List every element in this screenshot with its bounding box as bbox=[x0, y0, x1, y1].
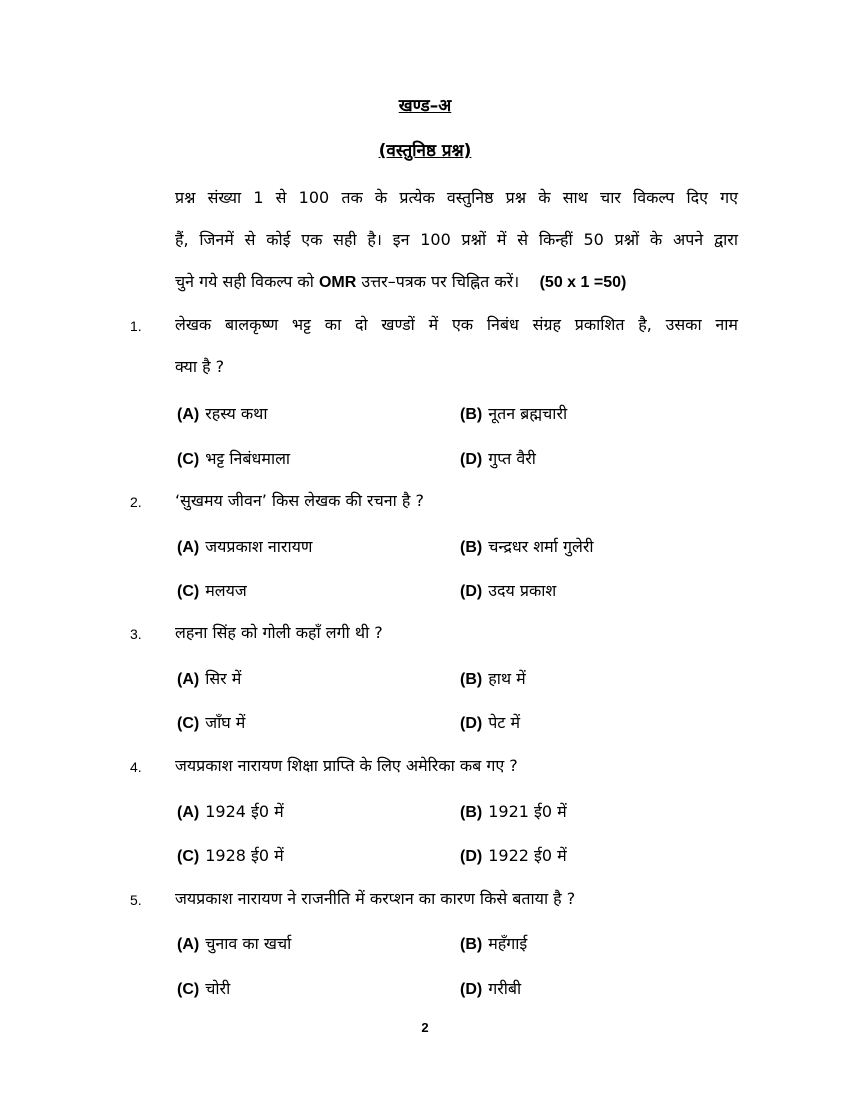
option-b[interactable] bbox=[460, 932, 527, 954]
marks-text: (50 x 1 =50) bbox=[539, 274, 627, 291]
option-label: (D) bbox=[460, 715, 483, 732]
option-text: 1924 ई0 में bbox=[205, 802, 284, 821]
option-label: (D) bbox=[460, 981, 483, 998]
question-text-line-2: क्या है ? bbox=[175, 357, 225, 376]
question-text bbox=[175, 480, 738, 522]
option-text: पेट में bbox=[488, 713, 521, 732]
option-label: (C) bbox=[177, 848, 200, 865]
question-number: 4. bbox=[130, 759, 142, 775]
question-number: 3. bbox=[130, 626, 142, 642]
question-number: 1. bbox=[130, 318, 142, 334]
option-label: (B) bbox=[460, 671, 483, 688]
option-label: (A) bbox=[177, 406, 200, 423]
option-b[interactable] bbox=[460, 535, 594, 557]
option-label: (C) bbox=[177, 451, 200, 468]
option-label: (C) bbox=[177, 981, 200, 998]
option-text: 1921 ई0 में bbox=[488, 802, 567, 821]
instructions-line-3-pre: चुने गये सही विकल्प को bbox=[175, 272, 314, 291]
option-a[interactable] bbox=[177, 535, 312, 557]
option-text: चुनाव का खर्चा bbox=[205, 934, 292, 953]
option-c[interactable] bbox=[177, 711, 245, 733]
option-text: गरीबी bbox=[488, 979, 522, 998]
option-label: (C) bbox=[177, 583, 200, 600]
instructions-line-3 bbox=[175, 261, 738, 303]
question-text-line-1: जयप्रकाश नारायण शिक्षा प्राप्ति के लिए अमेरिका कब गए ? bbox=[175, 756, 518, 775]
question-text bbox=[175, 878, 738, 920]
question-number: 5. bbox=[130, 892, 142, 908]
question-text-line-1: जयप्रकाश नारायण ने राजनीति में करप्शन का कारण किसे बताया है ? bbox=[175, 889, 576, 908]
option-a[interactable] bbox=[177, 667, 241, 689]
option-text: जाँघ में bbox=[205, 713, 246, 732]
instructions-line-1: प्रश्न संख्या 1 से 100 तक के प्रत्येक वस्तुनिष्ठ प्रश्न के साथ चार विकल्प दिए गए bbox=[175, 188, 738, 207]
option-label: (B) bbox=[460, 936, 483, 953]
option-text: उदय प्रकाश bbox=[488, 581, 557, 600]
option-d[interactable] bbox=[460, 711, 520, 733]
option-c[interactable] bbox=[177, 447, 290, 469]
option-a[interactable] bbox=[177, 800, 284, 822]
option-text: नूतन ब्रह्मचारी bbox=[488, 404, 568, 423]
option-a[interactable] bbox=[177, 932, 291, 954]
option-text: हाथ में bbox=[488, 669, 526, 688]
option-c[interactable] bbox=[177, 579, 247, 601]
option-text: जयप्रकाश नारायण bbox=[205, 537, 313, 556]
option-label: (A) bbox=[177, 539, 200, 556]
option-a[interactable] bbox=[177, 402, 268, 424]
option-text: 1928 ई0 में bbox=[205, 846, 284, 865]
question-number: 2. bbox=[130, 494, 142, 510]
option-text: गुप्त वैरी bbox=[488, 449, 536, 468]
option-text: 1922 ई0 में bbox=[488, 846, 567, 865]
option-text: सिर में bbox=[205, 669, 242, 688]
question-text-line-1: लेखक बालकृष्ण भट्ट का दो खण्डों में एक निबंध संग्रह प्रकाशित है, उसका नाम bbox=[175, 315, 738, 334]
page-number: 2 bbox=[421, 1020, 429, 1035]
instructions bbox=[175, 177, 738, 303]
option-label: (D) bbox=[460, 848, 483, 865]
section-title: खण्ड–अ bbox=[398, 96, 452, 116]
option-label: (D) bbox=[460, 583, 483, 600]
option-text: महँगाई bbox=[488, 934, 528, 953]
option-label: (C) bbox=[177, 715, 200, 732]
option-label: (A) bbox=[177, 936, 200, 953]
option-c[interactable] bbox=[177, 977, 230, 999]
instructions-line-3-post: उत्तर–पत्रक पर चिह्नित करें। bbox=[361, 272, 520, 291]
option-b[interactable] bbox=[460, 800, 567, 822]
option-d[interactable] bbox=[460, 579, 556, 601]
option-b[interactable] bbox=[460, 402, 567, 424]
question-text bbox=[175, 304, 738, 388]
option-text: चोरी bbox=[205, 979, 231, 998]
question-text bbox=[175, 612, 738, 654]
option-d[interactable] bbox=[460, 447, 536, 469]
option-label: (D) bbox=[460, 451, 483, 468]
section-subtitle: (वस्तुनिष्ठ प्रश्न) bbox=[378, 141, 472, 161]
option-text: चन्द्रधर शर्मा गुलेरी bbox=[488, 537, 594, 556]
option-label: (A) bbox=[177, 671, 200, 688]
option-label: (A) bbox=[177, 804, 200, 821]
question-text bbox=[175, 745, 738, 787]
question-text-line-1: लहना सिंह को गोली कहाँ लगी थी ? bbox=[175, 623, 383, 642]
option-label: (B) bbox=[460, 406, 483, 423]
option-text: मलयज bbox=[205, 581, 247, 600]
question-text-line-1: ‘सुखमय जीवन’ किस लेखक की रचना है ? bbox=[175, 491, 424, 510]
option-d[interactable] bbox=[460, 844, 567, 866]
option-text: रहस्य कथा bbox=[205, 404, 268, 423]
option-label: (B) bbox=[460, 804, 483, 821]
option-c[interactable] bbox=[177, 844, 284, 866]
option-label: (B) bbox=[460, 539, 483, 556]
instructions-line-2: हैं, जिनमें से कोई एक सही है। इन 100 प्रश्नों में से किन्हीं 50 प्रश्नों के अपने द्वारा bbox=[175, 230, 738, 249]
option-d[interactable] bbox=[460, 977, 521, 999]
option-b[interactable] bbox=[460, 667, 526, 689]
option-text: भट्ट निबंधमाला bbox=[205, 449, 291, 468]
omr-text: OMR bbox=[318, 274, 357, 291]
